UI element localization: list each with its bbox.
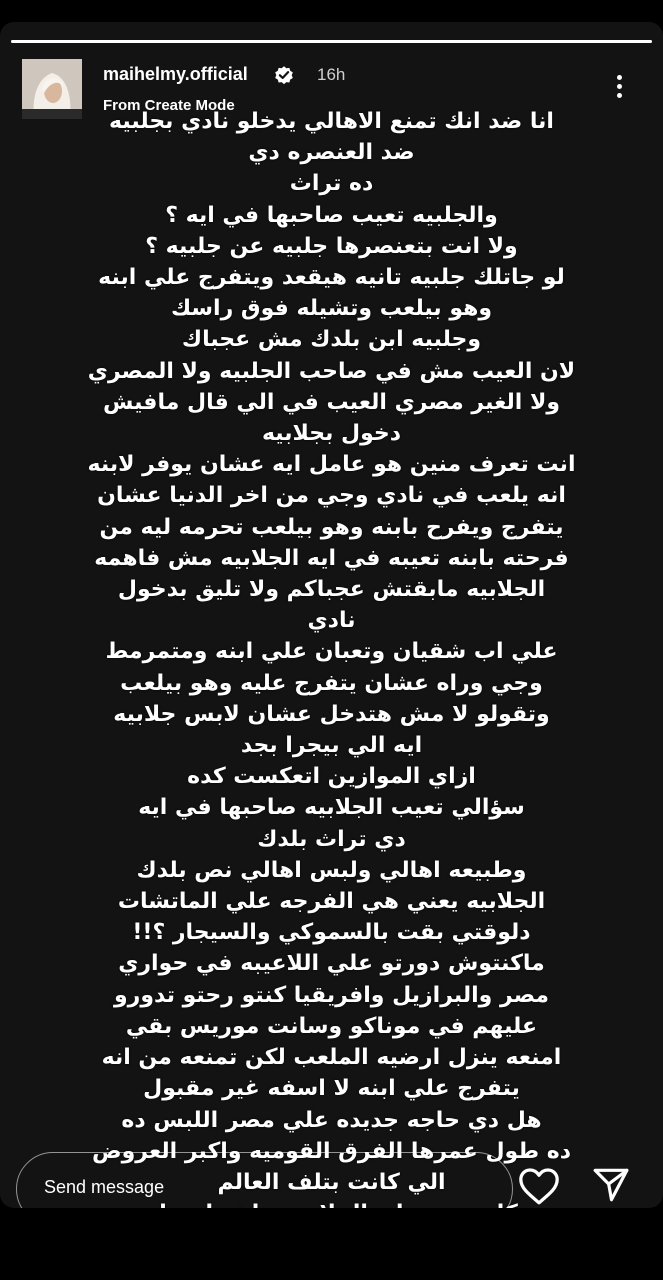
story-timestamp: 16h: [317, 65, 346, 84]
story-text-line: وطبيعه اهالي ولبس اهالي نص بلدك: [136, 857, 527, 883]
story-text-line: يتفرج ويفرح بابنه وهو بيلعب تحرمه ليه من: [99, 514, 564, 540]
story-text-line: دلوقتي بقت بالسموكي والسيجار ؟!!: [132, 920, 531, 946]
story-text-line: دي تراث بلدك: [257, 826, 406, 852]
more-vertical-icon[interactable]: [608, 72, 630, 104]
story-text-line: ده طول عمرها الفرق القوميه واكبر العروض: [91, 1138, 572, 1164]
story-text-line: وجي وراه عشان يتفرج عليه وهو بيلعب: [120, 670, 543, 696]
story-text-line: انا ضد انك تمنع الاهالي يدخلو نادي بجلبيه: [109, 109, 554, 134]
story-text-block: [60, 106, 603, 1229]
bottom-bar: [0, 1208, 663, 1280]
story-text-line: سؤالي تعيب الجلابيه صاحبها في ايه: [138, 795, 525, 821]
story-text-line: وتقولو لا مش هتدخل عشان لابس جلابيه: [113, 701, 550, 727]
story-progress-bar: [11, 40, 652, 43]
verified-badge-icon: [273, 64, 295, 86]
story-text-line: هل دي حاجه جديده علي مصر اللبس ده: [121, 1107, 542, 1133]
story-text-line: وجلبيه ابن بلدك مش عجباك: [181, 327, 482, 353]
story-text-line: الجلابيه يعني هي الفرجه علي الماتشات: [117, 889, 546, 915]
story-text-line: ده تراث: [289, 171, 374, 197]
story-text-line: فرحته بابنه تعيبه في ايه الجلابيه مش فاهمه: [94, 545, 569, 571]
story-text-line: ولا الغير مصري العيب في الي قال مافيش: [102, 389, 561, 415]
story-text-line: ولا انت بتعنصرها جلبيه عن جلبيه ؟: [145, 233, 518, 259]
heart-icon[interactable]: [517, 1166, 561, 1206]
story-text-line: الي كانت بتلف العالم: [217, 1169, 446, 1195]
send-message-placeholder: Send message: [44, 1177, 165, 1197]
story-text-line: علي اب شقيان وتعبان علي ابنه ومتمرمط: [105, 639, 558, 665]
story-text-line: ماكنتوش دورتو علي اللاعيبه في حواري: [118, 951, 545, 977]
create-mode-label[interactable]: From Create Mode: [103, 97, 235, 114]
story-text-line: والجلبيه تعيب صاحبها في ايه ؟: [165, 202, 498, 228]
username[interactable]: maihelmy.official: [103, 64, 248, 84]
story-text-line: عليهم في موناكو وسانت موريس بقي: [125, 1013, 538, 1039]
story-text-line: انه يلعب في نادي وجي من اخر الدنيا عشان: [97, 483, 566, 509]
story-text-line: وهو بيلعب وتشيله فوق راسك: [170, 296, 493, 322]
story-text-line: الجلابيه مابقتش عجباكم ولا تليق بدخول: [117, 577, 546, 603]
story-text-line: دخول بجلابيه: [261, 421, 402, 447]
send-icon[interactable]: [590, 1165, 632, 1205]
story-text-line: امنعه ينزل ارضيه الملعب لكن تمنعه من انه: [101, 1045, 562, 1071]
story-text-line: ازاي الموازين اتعكست كده: [187, 764, 476, 790]
story-text-line: ايه الي بيجرا بجد: [240, 733, 423, 759]
story-text-line: ضد العنصره دي: [248, 140, 415, 166]
story-text-line: مصر والبرازيل وافريقيا كنتو رحتو تدورو: [114, 982, 549, 1008]
story-text-line: انت تعرف منين هو عامل ايه عشان يوفر لابنه: [87, 452, 576, 478]
story-viewer: [0, 22, 663, 1208]
story-text-line: لان العيب مش في صاحب الجلبيه ولا المصري: [87, 358, 576, 384]
story-progress-fill: [11, 40, 652, 43]
story-text-line: لو جاتلك جلبيه تانيه هيقعد ويتفرج علي ابنه: [98, 265, 565, 291]
story-text-line: يتفرج علي ابنه لا اسفه غير مقبول: [143, 1076, 520, 1102]
story-text-line: نادي: [307, 608, 356, 634]
